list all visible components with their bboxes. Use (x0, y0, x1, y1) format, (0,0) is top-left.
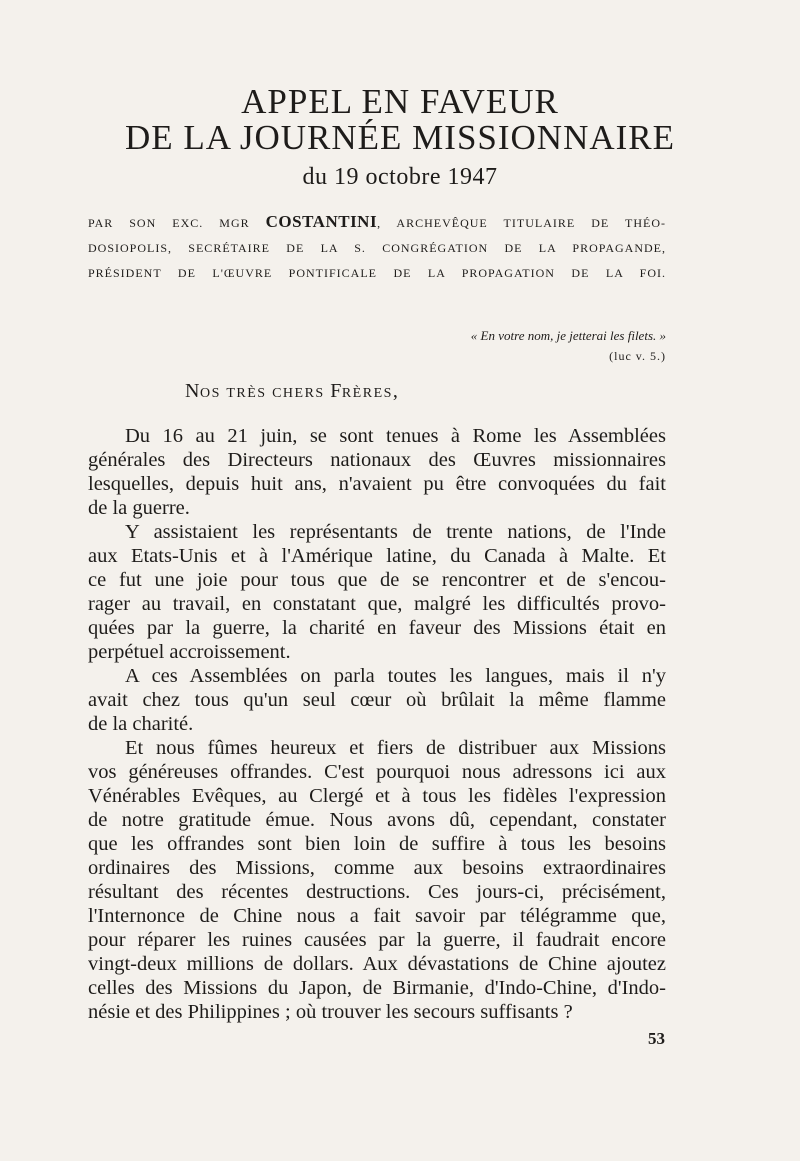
body-line: avait chez tous qu'un seul cœur où brûlait la même flamme (88, 689, 666, 711)
subtitle-date: du 19 octobre 1947 (302, 164, 498, 190)
body-line: quées par la guerre, la charité en faveur des Missions était en (88, 617, 666, 639)
salutation-comma: , (392, 380, 399, 402)
body-line: A ces Assemblées on parla toutes les langues, mais il n'y (125, 665, 666, 687)
body-line: Du 16 au 21 juin, se sont tenues à Rome les Assemblées (125, 425, 666, 447)
salutation (185, 380, 398, 403)
body-line: rager au travail, en constatant que, malgré les difficultés provo- (88, 593, 666, 615)
body-line: vingt-deux millions de dollars. Aux dévastations de Chine ajoutez (88, 953, 666, 975)
byline-line-3: PRÉSIDENT DE L'ŒUVRE PONTIFICALE DE LA PROPAGATION DE LA FOI. (88, 266, 666, 280)
salutation-cap-n: N (185, 380, 200, 402)
body-line: générales des Directeurs nationaux des Œuvres missionnaires (88, 449, 666, 471)
page-number: 53 (648, 1029, 665, 1048)
body-line: pour réparer les ruines causées par la guerre, il faudrait encore (88, 929, 666, 951)
byline-prefix: PAR SON EXC. MGR (88, 216, 266, 230)
body-line: résultant des récentes destructions. Ces jours-ci, précisément, (88, 881, 666, 903)
body-line: lesquelles, depuis huit ans, n'avaient pu être convoquées du fait (88, 473, 666, 495)
salutation-chers: CHERS (272, 386, 325, 401)
epigraph-text: « En votre nom, je jetterai les filets. » (470, 328, 666, 343)
body-line: de notre gratitude émue. Nous avons dû, cependant, constater (88, 809, 666, 831)
body-line: de la guerre. (88, 497, 190, 519)
body-line: l'Internonce de Chine nous a fait savoir par télégramme que, (88, 905, 666, 927)
body-line: ordinaires des Missions, comme aux besoins extraordinaires (88, 857, 666, 879)
body-line: de la charité. (88, 713, 194, 735)
body-line: ce fut une joie pour tous que de se rencontrer et de s'encou- (88, 569, 666, 591)
body-line: Y assistaient les représentants de trente nations, de l'Inde (125, 521, 666, 543)
body-line: celles des Missions du Japon, de Birmanie, d'Indo-Chine, d'Indo- (88, 977, 666, 999)
salutation-reres: RÈRES (341, 386, 393, 401)
epigraph-reference: (luc v. 5.) (609, 349, 666, 363)
byline-line-1 (88, 209, 666, 236)
body-line: Vénérables Evêques, au Clergé et à tous les fidèles l'expression (88, 785, 666, 807)
title-line-2: DE LA JOURNÉE MISSIONNAIRE (124, 118, 676, 157)
body-line: Et nous fûmes heureux et fiers de distribuer aux Missions (125, 737, 666, 759)
body-line: vos généreuses offrandes. C'est pourquoi nous adressons ici aux (88, 761, 666, 783)
salutation-os: OS (199, 386, 221, 401)
body-line: que les offrandes sont bien loin de suffire à tous les besoins (88, 833, 666, 855)
body-line: perpétuel accroissement. (88, 641, 291, 663)
title-line-1: APPEL EN FAVEUR (241, 82, 559, 121)
byline-suffix: , ARCHEVÊQUE TITULAIRE DE THÉO- (377, 216, 666, 230)
salutation-cap-f: F (330, 380, 342, 402)
salutation-tres: TRÈS (226, 386, 267, 401)
body-line: aux Etats-Unis et à l'Amérique latine, du Canada à Malte. Et (88, 545, 666, 567)
author-name: COSTANTINI (265, 212, 378, 231)
body-line: nésie et des Philippines ; où trouver les secours suffisants ? (88, 1001, 573, 1023)
byline-line-2: DOSIOPOLIS, SECRÉTAIRE DE LA S. CONGRÉGATION DE LA PROPAGANDE, (88, 241, 666, 255)
